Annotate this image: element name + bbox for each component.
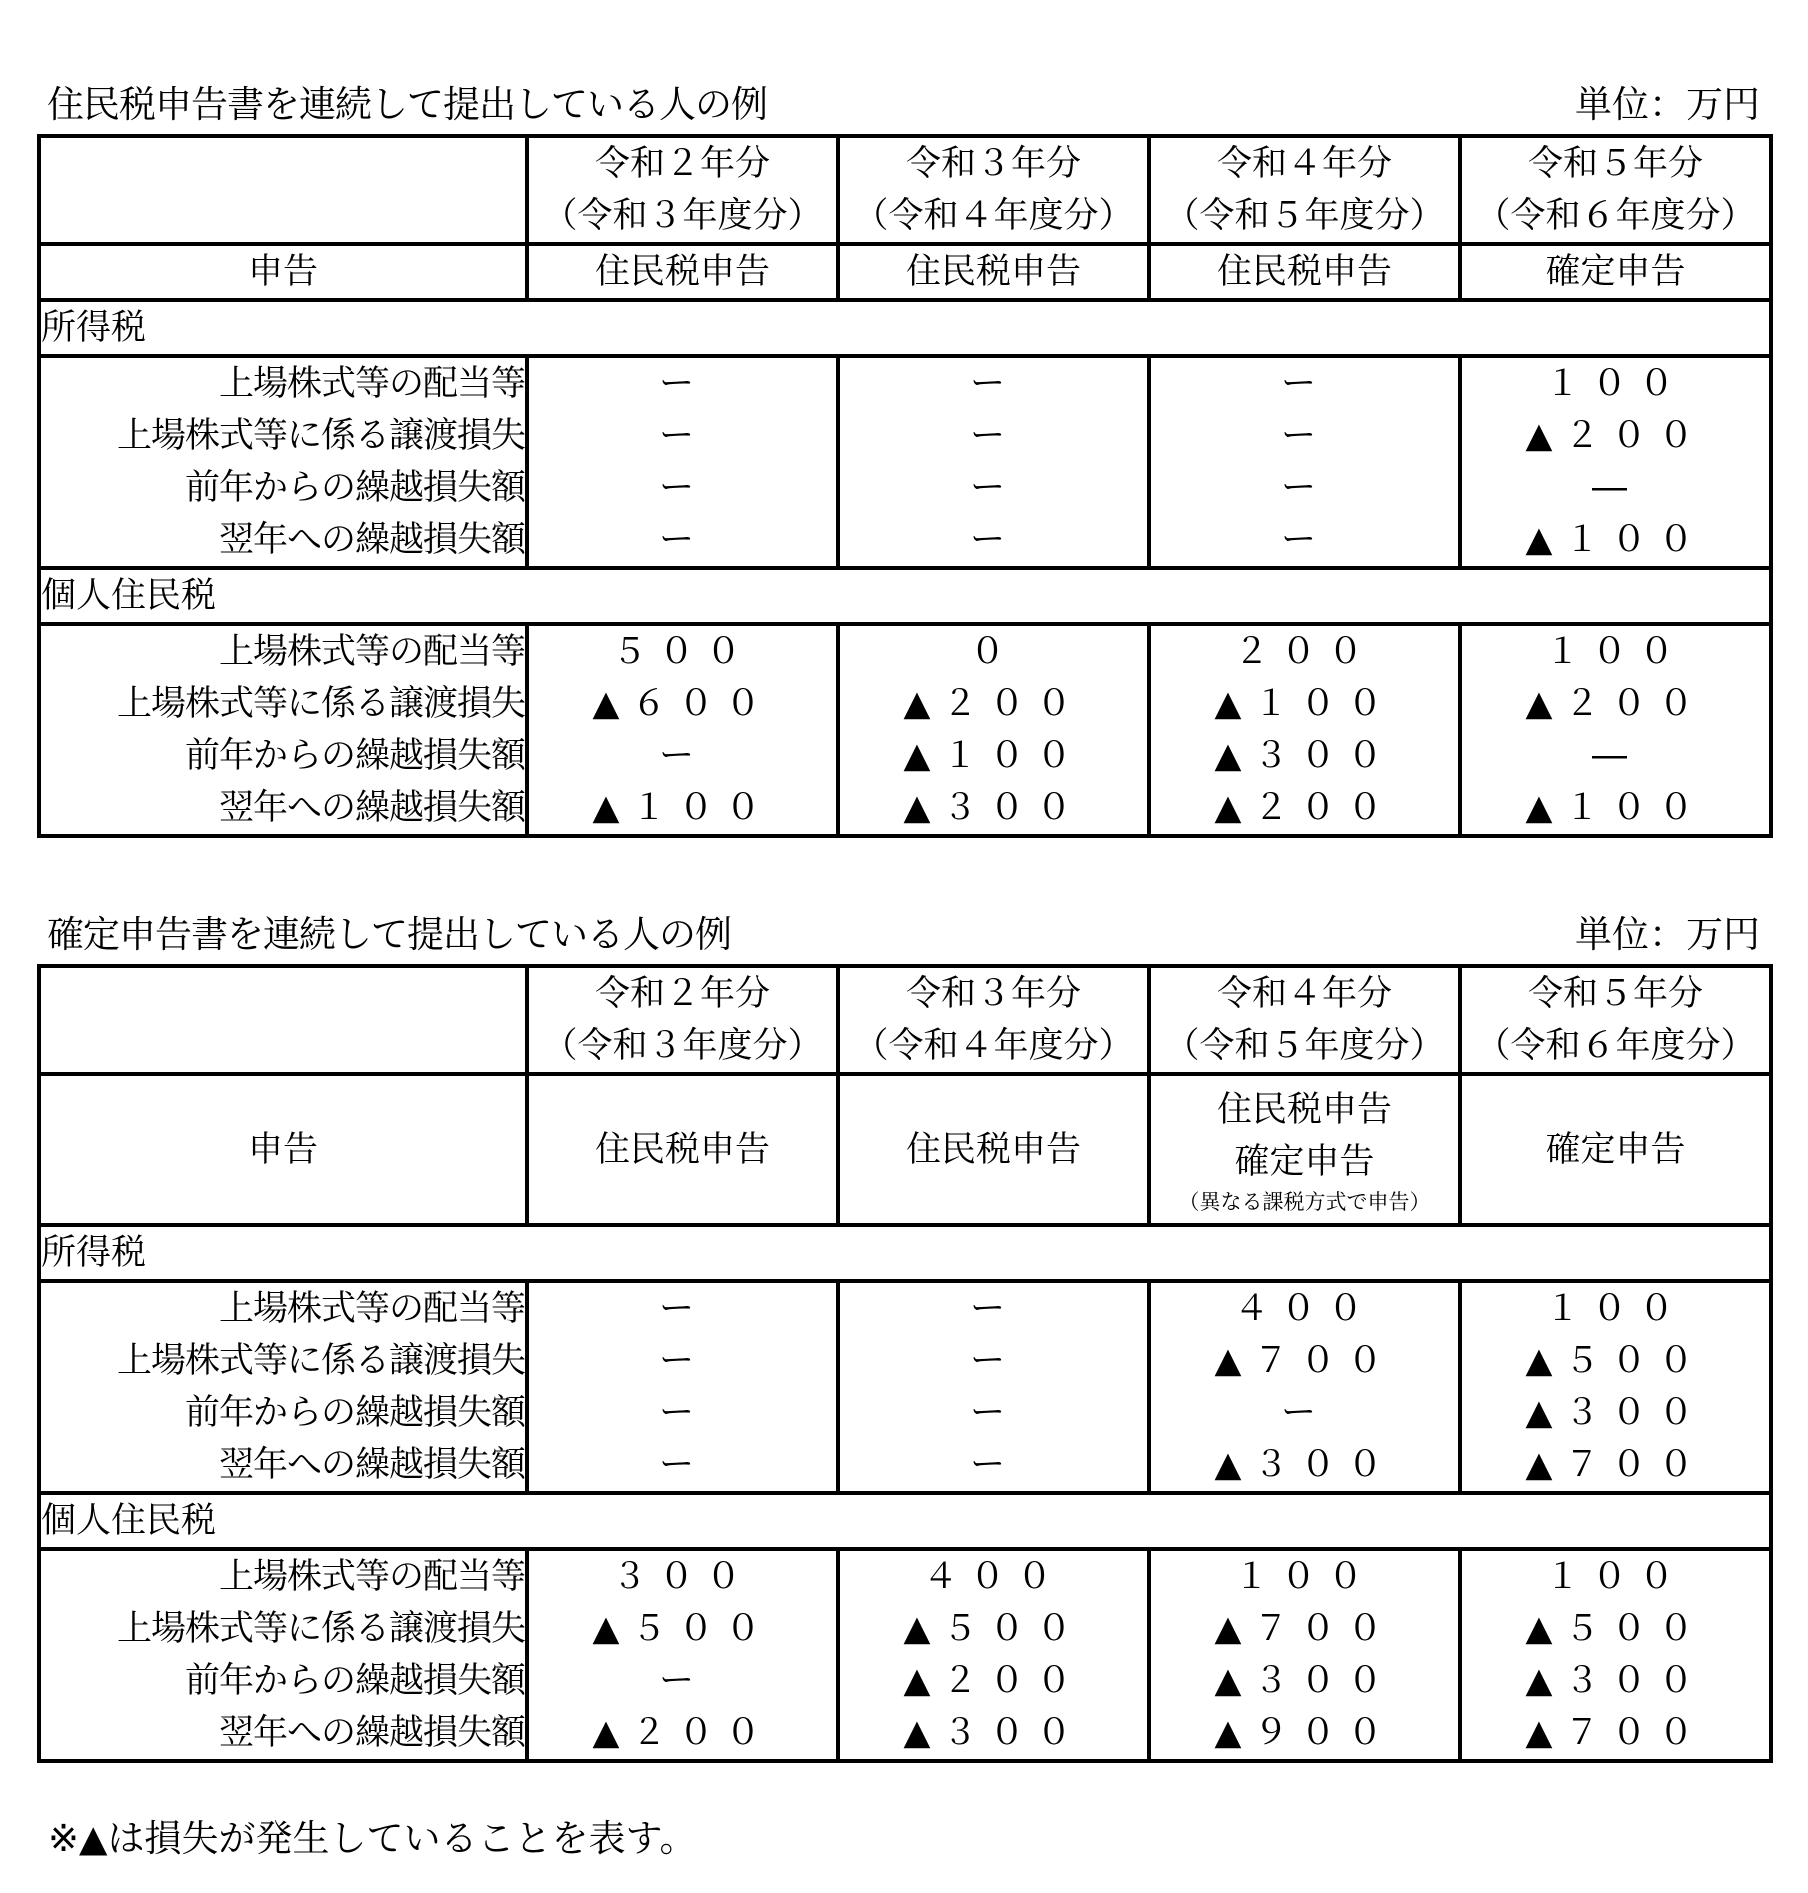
value-cell: ー xyxy=(527,1439,838,1493)
table-row xyxy=(39,1707,1771,1761)
row-label: 上場株式等の配当等 xyxy=(39,624,527,678)
value-cell: ▲２００ xyxy=(1460,678,1771,730)
table-row xyxy=(39,624,1771,678)
value-cell: ▲１００ xyxy=(1460,782,1771,836)
value-cell: ▲３００ xyxy=(1460,1655,1771,1707)
value-cell: ４００ xyxy=(838,1549,1149,1603)
value-cell: ０ xyxy=(838,624,1149,678)
value-cell: ー xyxy=(838,514,1149,568)
table1-declaration-cell: 確定申告 xyxy=(1460,244,1771,300)
value-cell: ▲７００ xyxy=(1460,1707,1771,1761)
table2-declaration-cell: 住民税申告 xyxy=(527,1074,838,1225)
row-label: 上場株式等に係る譲渡損失 xyxy=(116,416,525,456)
table2-title: 確定申告書を連続して提出している人の例 xyxy=(47,913,731,956)
table2-col-header: 令和２年分 （令和３年度分） xyxy=(527,966,838,1074)
table1-declaration-label: 申告 xyxy=(39,244,527,300)
value-cell: ▲３００ xyxy=(1149,1655,1460,1707)
value-cell: ３００ xyxy=(527,1549,838,1603)
row-label: 上場株式等に係る譲渡損失 xyxy=(116,1609,525,1649)
table-row xyxy=(39,1281,1771,1335)
value-cell: ▲２００ xyxy=(1460,410,1771,462)
value-cell: ４００ xyxy=(1149,1281,1460,1335)
table1-section xyxy=(37,83,1770,838)
table1 xyxy=(37,134,1773,838)
row-label: 翌年への繰越損失額 xyxy=(218,520,525,560)
value-cell: １００ xyxy=(1149,1549,1460,1603)
table1-declaration-cell: 住民税申告 xyxy=(1149,244,1460,300)
table2-section xyxy=(37,913,1770,1763)
value-cell: ー xyxy=(838,356,1149,410)
value-cell: ー xyxy=(527,730,838,782)
table1-col-header: 令和４年分 （令和５年度分） xyxy=(1149,136,1460,244)
value-cell: ー xyxy=(527,1387,838,1439)
table1-resident-tax-label: 個人住民税 xyxy=(39,568,1771,624)
table2-corner-cell xyxy=(39,966,527,1074)
table2-declaration-cell: 住民税申告 確定申告 （異なる課税方式で申告） xyxy=(1149,1074,1460,1225)
value-cell: ー xyxy=(527,514,838,568)
value-cell: ▲３００ xyxy=(1149,1439,1460,1493)
row-label: 翌年への繰越損失額 xyxy=(218,1713,525,1753)
value-cell: ▲９００ xyxy=(1149,1707,1460,1761)
value-cell: ー xyxy=(838,1335,1149,1387)
table1-income-tax-group-row xyxy=(39,300,1771,356)
table1-header xyxy=(37,83,1770,134)
value-cell: ▲５００ xyxy=(1460,1603,1771,1655)
table-row xyxy=(39,678,1771,730)
value-cell: ー xyxy=(527,462,838,514)
table1-declaration-row xyxy=(39,244,1771,300)
value-cell: ー xyxy=(838,1281,1149,1335)
row-label: 上場株式等の配当等 xyxy=(39,1281,527,1335)
value-cell: １００ xyxy=(1460,356,1771,410)
value-cell: ▲７００ xyxy=(1460,1439,1771,1493)
value-cell: ー xyxy=(527,1281,838,1335)
value-cell: ー xyxy=(838,1439,1149,1493)
value-cell: １００ xyxy=(1460,1549,1771,1603)
value-cell: ー xyxy=(1149,356,1460,410)
table-row xyxy=(39,782,1771,836)
value-cell: ー xyxy=(1149,410,1460,462)
value-cell: ー xyxy=(838,410,1149,462)
table2-income-tax-label: 所得税 xyxy=(39,1225,1771,1281)
value-cell: ▲２００ xyxy=(527,1707,838,1761)
declaration-note: （異なる課税方式で申告） xyxy=(1178,1189,1431,1214)
row-label: 上場株式等の配当等 xyxy=(39,356,527,410)
value-cell: ▲７００ xyxy=(1149,1335,1460,1387)
table1-col-header: 令和３年分 （令和４年度分） xyxy=(838,136,1149,244)
table1-year-header-row xyxy=(39,136,1771,244)
table-row xyxy=(39,514,1771,568)
table-row xyxy=(39,356,1771,410)
table1-declaration-cell: 住民税申告 xyxy=(838,244,1149,300)
row-label: 前年からの繰越損失額 xyxy=(184,736,525,776)
table2-col-header: 令和３年分 （令和４年度分） xyxy=(838,966,1149,1074)
table1-col-header: 令和５年分 （令和６年度分） xyxy=(1460,136,1771,244)
value-cell: ― xyxy=(1460,462,1771,514)
footnote: ※▲は損失が発生していることを表す。 xyxy=(48,1817,697,1860)
table-row xyxy=(39,410,1771,462)
table-row xyxy=(39,1549,1771,1603)
value-cell: ー xyxy=(527,1335,838,1387)
value-cell: ー xyxy=(1149,514,1460,568)
table2-unit-label: 単位：万円 xyxy=(1575,913,1760,956)
value-cell: ▲３００ xyxy=(838,782,1149,836)
value-cell: ー xyxy=(1149,462,1460,514)
table1-resident-tax-group-row xyxy=(39,568,1771,624)
table-row xyxy=(39,1387,1771,1439)
value-cell: １００ xyxy=(1460,624,1771,678)
value-cell: ー xyxy=(527,356,838,410)
table1-corner-cell xyxy=(39,136,527,244)
row-label: 翌年への繰越損失額 xyxy=(218,788,525,828)
value-cell: ▲３００ xyxy=(1460,1387,1771,1439)
table-row xyxy=(39,1655,1771,1707)
value-cell: ▲２００ xyxy=(838,678,1149,730)
value-cell: ▲１００ xyxy=(1460,514,1771,568)
table-row xyxy=(39,1439,1771,1493)
value-cell: ５００ xyxy=(527,624,838,678)
table2-declaration-cell: 住民税申告 xyxy=(838,1074,1149,1225)
value-cell: ー xyxy=(527,1655,838,1707)
value-cell: ー xyxy=(838,462,1149,514)
table2-year-header-row xyxy=(39,966,1771,1074)
table2-declaration-label: 申告 xyxy=(39,1074,527,1225)
row-label: 上場株式等の配当等 xyxy=(39,1549,527,1603)
value-cell: ▲２００ xyxy=(1149,782,1460,836)
value-cell: １００ xyxy=(1460,1281,1771,1335)
value-cell: ▲２００ xyxy=(838,1655,1149,1707)
value-cell: ― xyxy=(1460,730,1771,782)
table-row xyxy=(39,462,1771,514)
table1-income-tax-label: 所得税 xyxy=(39,300,1771,356)
value-cell: ２００ xyxy=(1149,624,1460,678)
table2-resident-tax-group-row xyxy=(39,1493,1771,1549)
table-row xyxy=(39,1335,1771,1387)
value-cell: ー xyxy=(1149,1387,1460,1439)
value-cell: ▲５００ xyxy=(527,1603,838,1655)
row-label: 前年からの繰越損失額 xyxy=(184,468,525,508)
value-cell: ▲３００ xyxy=(838,1707,1149,1761)
value-cell: ▲１００ xyxy=(527,782,838,836)
table2-col-header: 令和４年分 （令和５年度分） xyxy=(1149,966,1460,1074)
table1-declaration-cell: 住民税申告 xyxy=(527,244,838,300)
value-cell: ▲５００ xyxy=(1460,1335,1771,1387)
table2-declaration-row xyxy=(39,1074,1771,1225)
table1-unit-label: 単位：万円 xyxy=(1575,83,1760,126)
value-cell: ー xyxy=(838,1387,1149,1439)
table2-resident-tax-label: 個人住民税 xyxy=(39,1493,1771,1549)
value-cell: ▲３００ xyxy=(1149,730,1460,782)
value-cell: ▲１００ xyxy=(838,730,1149,782)
row-label: 上場株式等に係る譲渡損失 xyxy=(116,1341,525,1381)
row-label: 翌年への繰越損失額 xyxy=(218,1445,525,1485)
value-cell: ▲５００ xyxy=(838,1603,1149,1655)
value-cell: ▲６００ xyxy=(527,678,838,730)
table2-income-tax-group-row xyxy=(39,1225,1771,1281)
row-label: 前年からの繰越損失額 xyxy=(184,1393,525,1433)
table1-title: 住民税申告書を連続して提出している人の例 xyxy=(47,83,767,126)
row-label: 前年からの繰越損失額 xyxy=(184,1661,525,1701)
row-label: 上場株式等に係る譲渡損失 xyxy=(116,684,525,724)
table2-declaration-cell: 確定申告 xyxy=(1460,1074,1771,1225)
table1-col-header: 令和２年分 （令和３年度分） xyxy=(527,136,838,244)
value-cell: ー xyxy=(527,410,838,462)
table-row xyxy=(39,730,1771,782)
table-row xyxy=(39,1603,1771,1655)
table2 xyxy=(37,964,1773,1763)
value-cell: ▲１００ xyxy=(1149,678,1460,730)
table2-col-header: 令和５年分 （令和６年度分） xyxy=(1460,966,1771,1074)
table2-header xyxy=(37,913,1770,964)
value-cell: ▲７００ xyxy=(1149,1603,1460,1655)
